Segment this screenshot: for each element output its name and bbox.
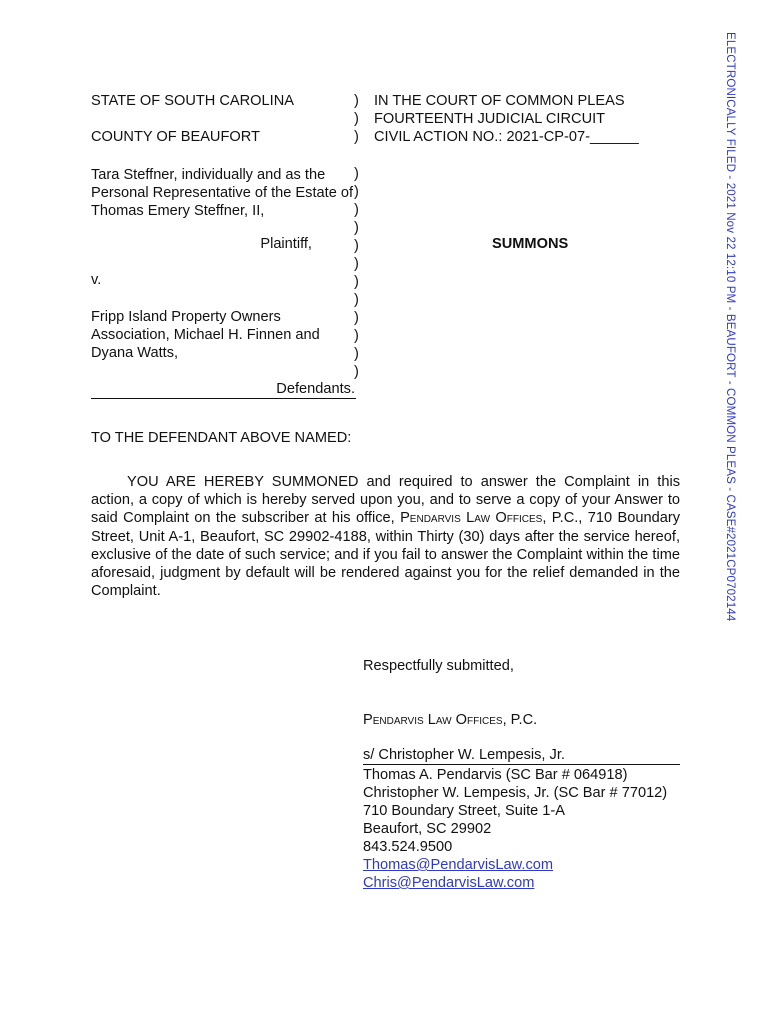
- phone-number: 843.524.9500: [363, 839, 453, 855]
- electronic-filing-stamp: ELECTRONICALLY FILED - 2021 Nov 22 12:10 PM - BEAUFORT - COMMON PLEAS - CASE#2021CP0702144: [724, 32, 737, 622]
- electronic-signature: s/ Christopher W. Lempesis, Jr.: [363, 747, 565, 763]
- court-name: IN THE COURT OF COMMON PLEAS: [374, 93, 625, 109]
- judicial-circuit: FOURTEENTH JUDICIAL CIRCUIT: [374, 111, 606, 127]
- attorney-2: Christopher W. Lempesis, Jr. (SC Bar # 77012): [363, 785, 668, 801]
- plaintiff-role: Plaintiff,: [260, 236, 312, 252]
- body-text-2: , P.C., 710 Boundary Street, Unit A-1, Beaufort, SC 29902-4188, within Thirty (30) days after the service hereof, exclusive of the date of such service; and if you fail to answer the Complaint within the time aforesaid, judgment by default will be rendered against you for the relief demanded in the Complaint.: [91, 510, 680, 600]
- court-block: [374, 92, 639, 146]
- signature-line: [363, 764, 680, 765]
- salutation: TO THE DEFENDANT ABOVE NAMED:: [91, 430, 352, 446]
- closing: Respectfully submitted,: [363, 658, 514, 674]
- defendant-names: Fripp Island Property Owners Association, Michael H. Finnen and Dyana Watts,: [91, 309, 320, 361]
- state-name: STATE OF SOUTH CAROLINA: [91, 93, 294, 109]
- email-link-thomas[interactable]: Thomas@PendarvisLaw.com: [363, 857, 554, 873]
- body-text-1: YOU ARE HEREBY SUMMONED and required to answer the Complaint in this action, a copy of which is hereby served upon you, and to serve a copy of your Answer to said Complaint on the subscriber at his office,: [91, 474, 680, 527]
- civil-action-number: CIVIL ACTION NO.: 2021-CP-07-______: [374, 129, 639, 145]
- caption-parentheses: ) ) ) ) ) ) ) ) ) ) ) ) ) ) ): [354, 93, 359, 380]
- caption-underline: [91, 398, 356, 399]
- email-link-chris[interactable]: Chris@PendarvisLaw.com: [363, 875, 535, 891]
- body-firm-name: Pendarvis Law Offices: [400, 510, 543, 527]
- summons-body: [91, 473, 680, 600]
- signature-firm-name: Pendarvis Law Offices: [363, 712, 503, 728]
- signature-firm-suffix: , P.C.: [502, 712, 538, 728]
- address-line-1: 710 Boundary Street, Suite 1-A: [363, 803, 566, 819]
- plaintiff-names: Tara Steffner, individually and as the Personal Representative of the Estate of Thomas Emery Steffner, II,: [91, 167, 354, 219]
- document-title: SUMMONS: [492, 236, 569, 252]
- attorney-1: Thomas A. Pendarvis (SC Bar # 064918): [363, 767, 628, 783]
- defendant-role: Defendants.: [276, 381, 355, 397]
- versus: v.: [91, 272, 102, 288]
- venue-block: [91, 92, 294, 146]
- signature-firm: [363, 711, 537, 729]
- address-line-2: Beaufort, SC 29902: [363, 821, 492, 837]
- county-name: COUNTY OF BEAUFORT: [91, 129, 260, 145]
